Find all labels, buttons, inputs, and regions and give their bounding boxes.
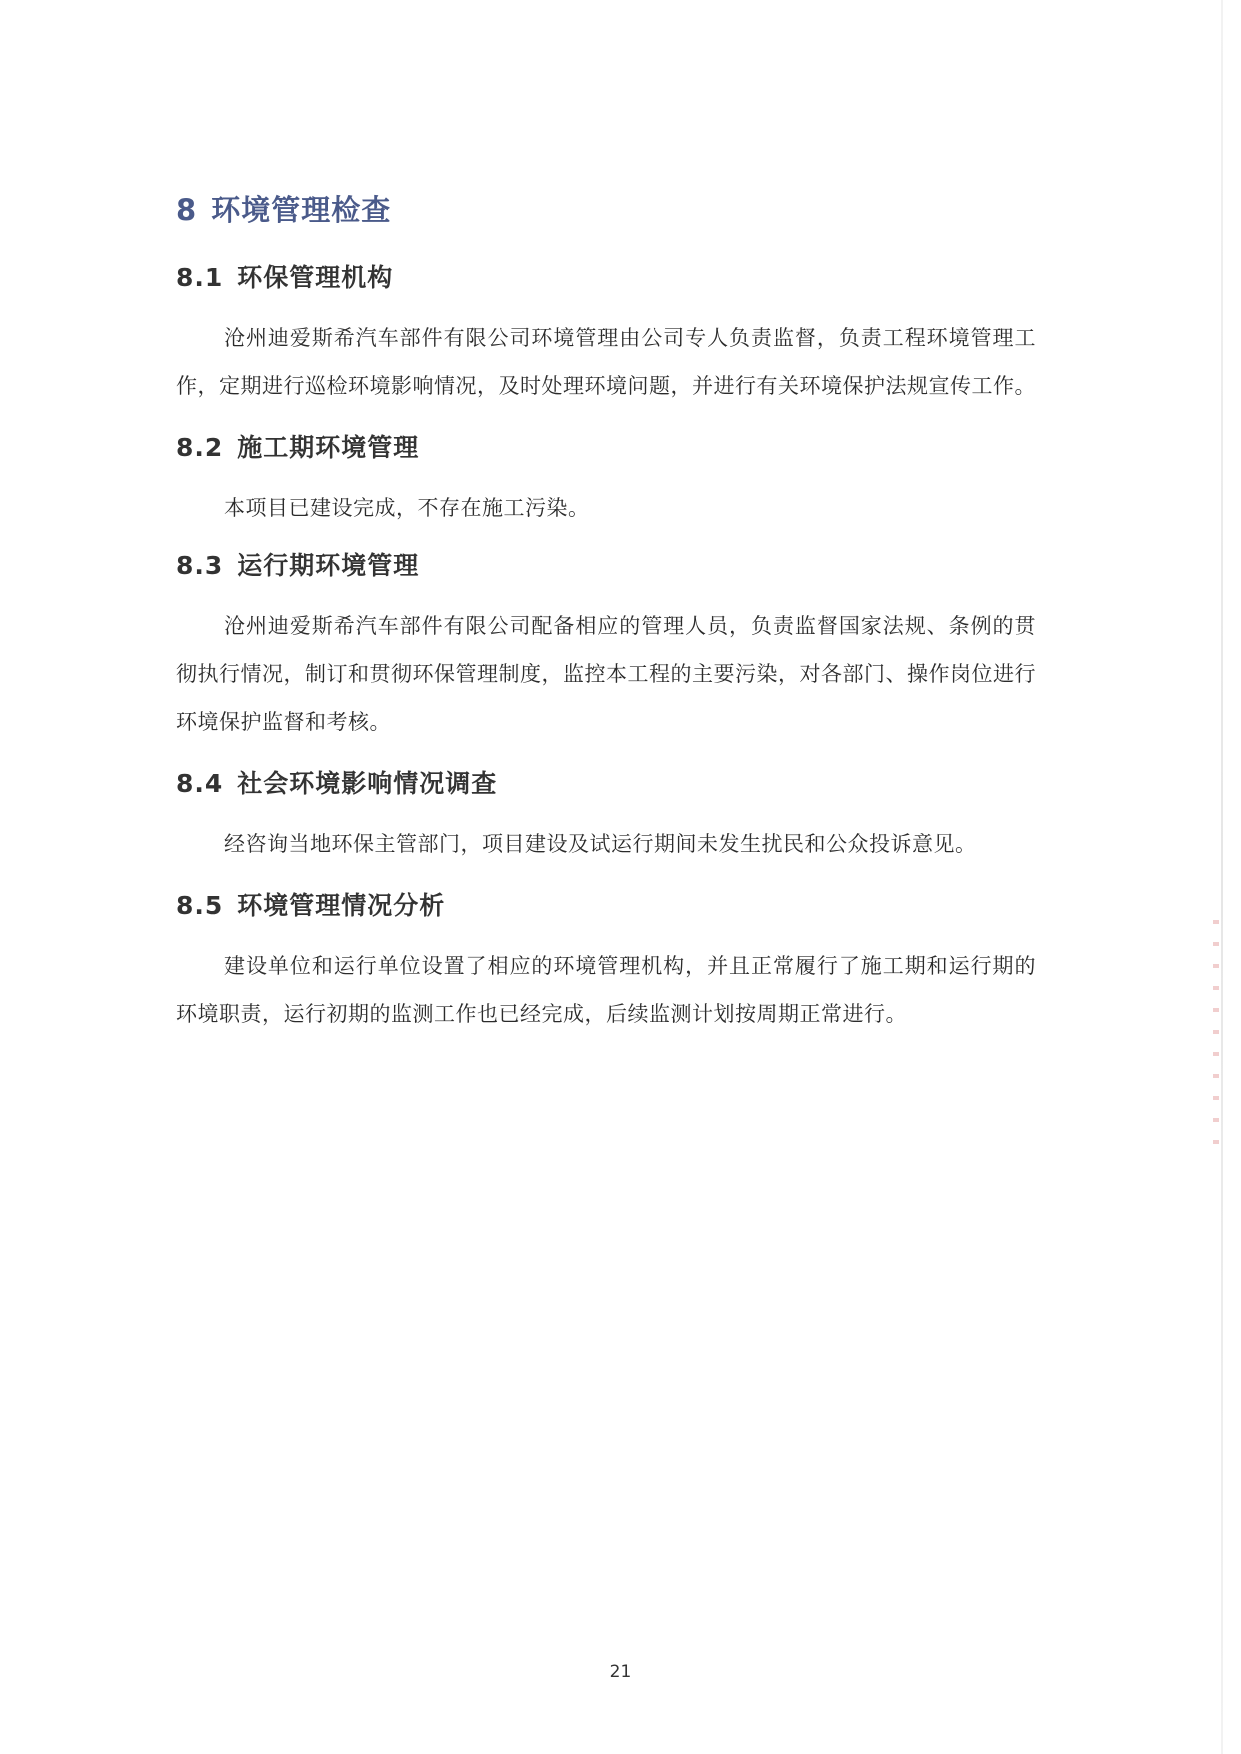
section-title: 环境管理检查: [211, 193, 392, 227]
subsection-heading-8-5: [176, 886, 1036, 926]
paragraph-8-4: 经咨询当地环保主管部门，项目建设及试运行期间未发生扰民和公众投诉意见。: [224, 832, 977, 856]
subsection-title: 环保管理机构: [237, 263, 394, 292]
section-number: 8: [176, 193, 198, 227]
scan-edge: [1221, 0, 1223, 1754]
page-content: [176, 190, 1036, 1056]
subsection-title: 环境管理情况分析: [237, 891, 446, 920]
subsection-title: 社会环境影响情况调查: [237, 769, 498, 798]
subsection-number: 8.1: [176, 263, 224, 292]
paragraph-8-2: 本项目已建设完成，不存在施工污染。: [224, 496, 590, 520]
paragraph-8-1: 沧州迪爱斯希汽车部件有限公司环境管理由公司专人负责监督，负责工程环境管理工作，定期进行巡检环境影响情况，及时处理环境问题，并进行有关环境保护法规宣传工作。: [176, 326, 1036, 398]
section-heading: [176, 190, 1036, 230]
subsection-title: 施工期环境管理: [237, 433, 420, 462]
paragraph-8-3: 沧州迪爱斯希汽车部件有限公司配备相应的管理人员，负责监督国家法规、条例的贯彻执行情况，制订和贯彻环保管理制度，监控本工程的主要污染，对各部门、操作岗位进行环境保护监督和考核。: [176, 614, 1036, 734]
subsection-heading-8-1: [176, 258, 1036, 298]
subsection-heading-8-2: [176, 428, 1036, 468]
scan-marks: [1213, 920, 1219, 1160]
subsection-heading-8-3: [176, 546, 1036, 586]
paragraph-8-5: 建设单位和运行单位设置了相应的环境管理机构，并且正常履行了施工期和运行期的环境职责，运行初期的监测工作也已经完成，后续监测计划按周期正常进行。: [176, 954, 1036, 1026]
subsection-number: 8.3: [176, 551, 224, 580]
subsection-number: 8.4: [176, 769, 224, 798]
subsection-number: 8.2: [176, 433, 224, 462]
subsection-heading-8-4: [176, 764, 1036, 804]
subsection-title: 运行期环境管理: [237, 551, 420, 580]
subsection-number: 8.5: [176, 891, 224, 920]
page-number: 21: [609, 1662, 632, 1682]
